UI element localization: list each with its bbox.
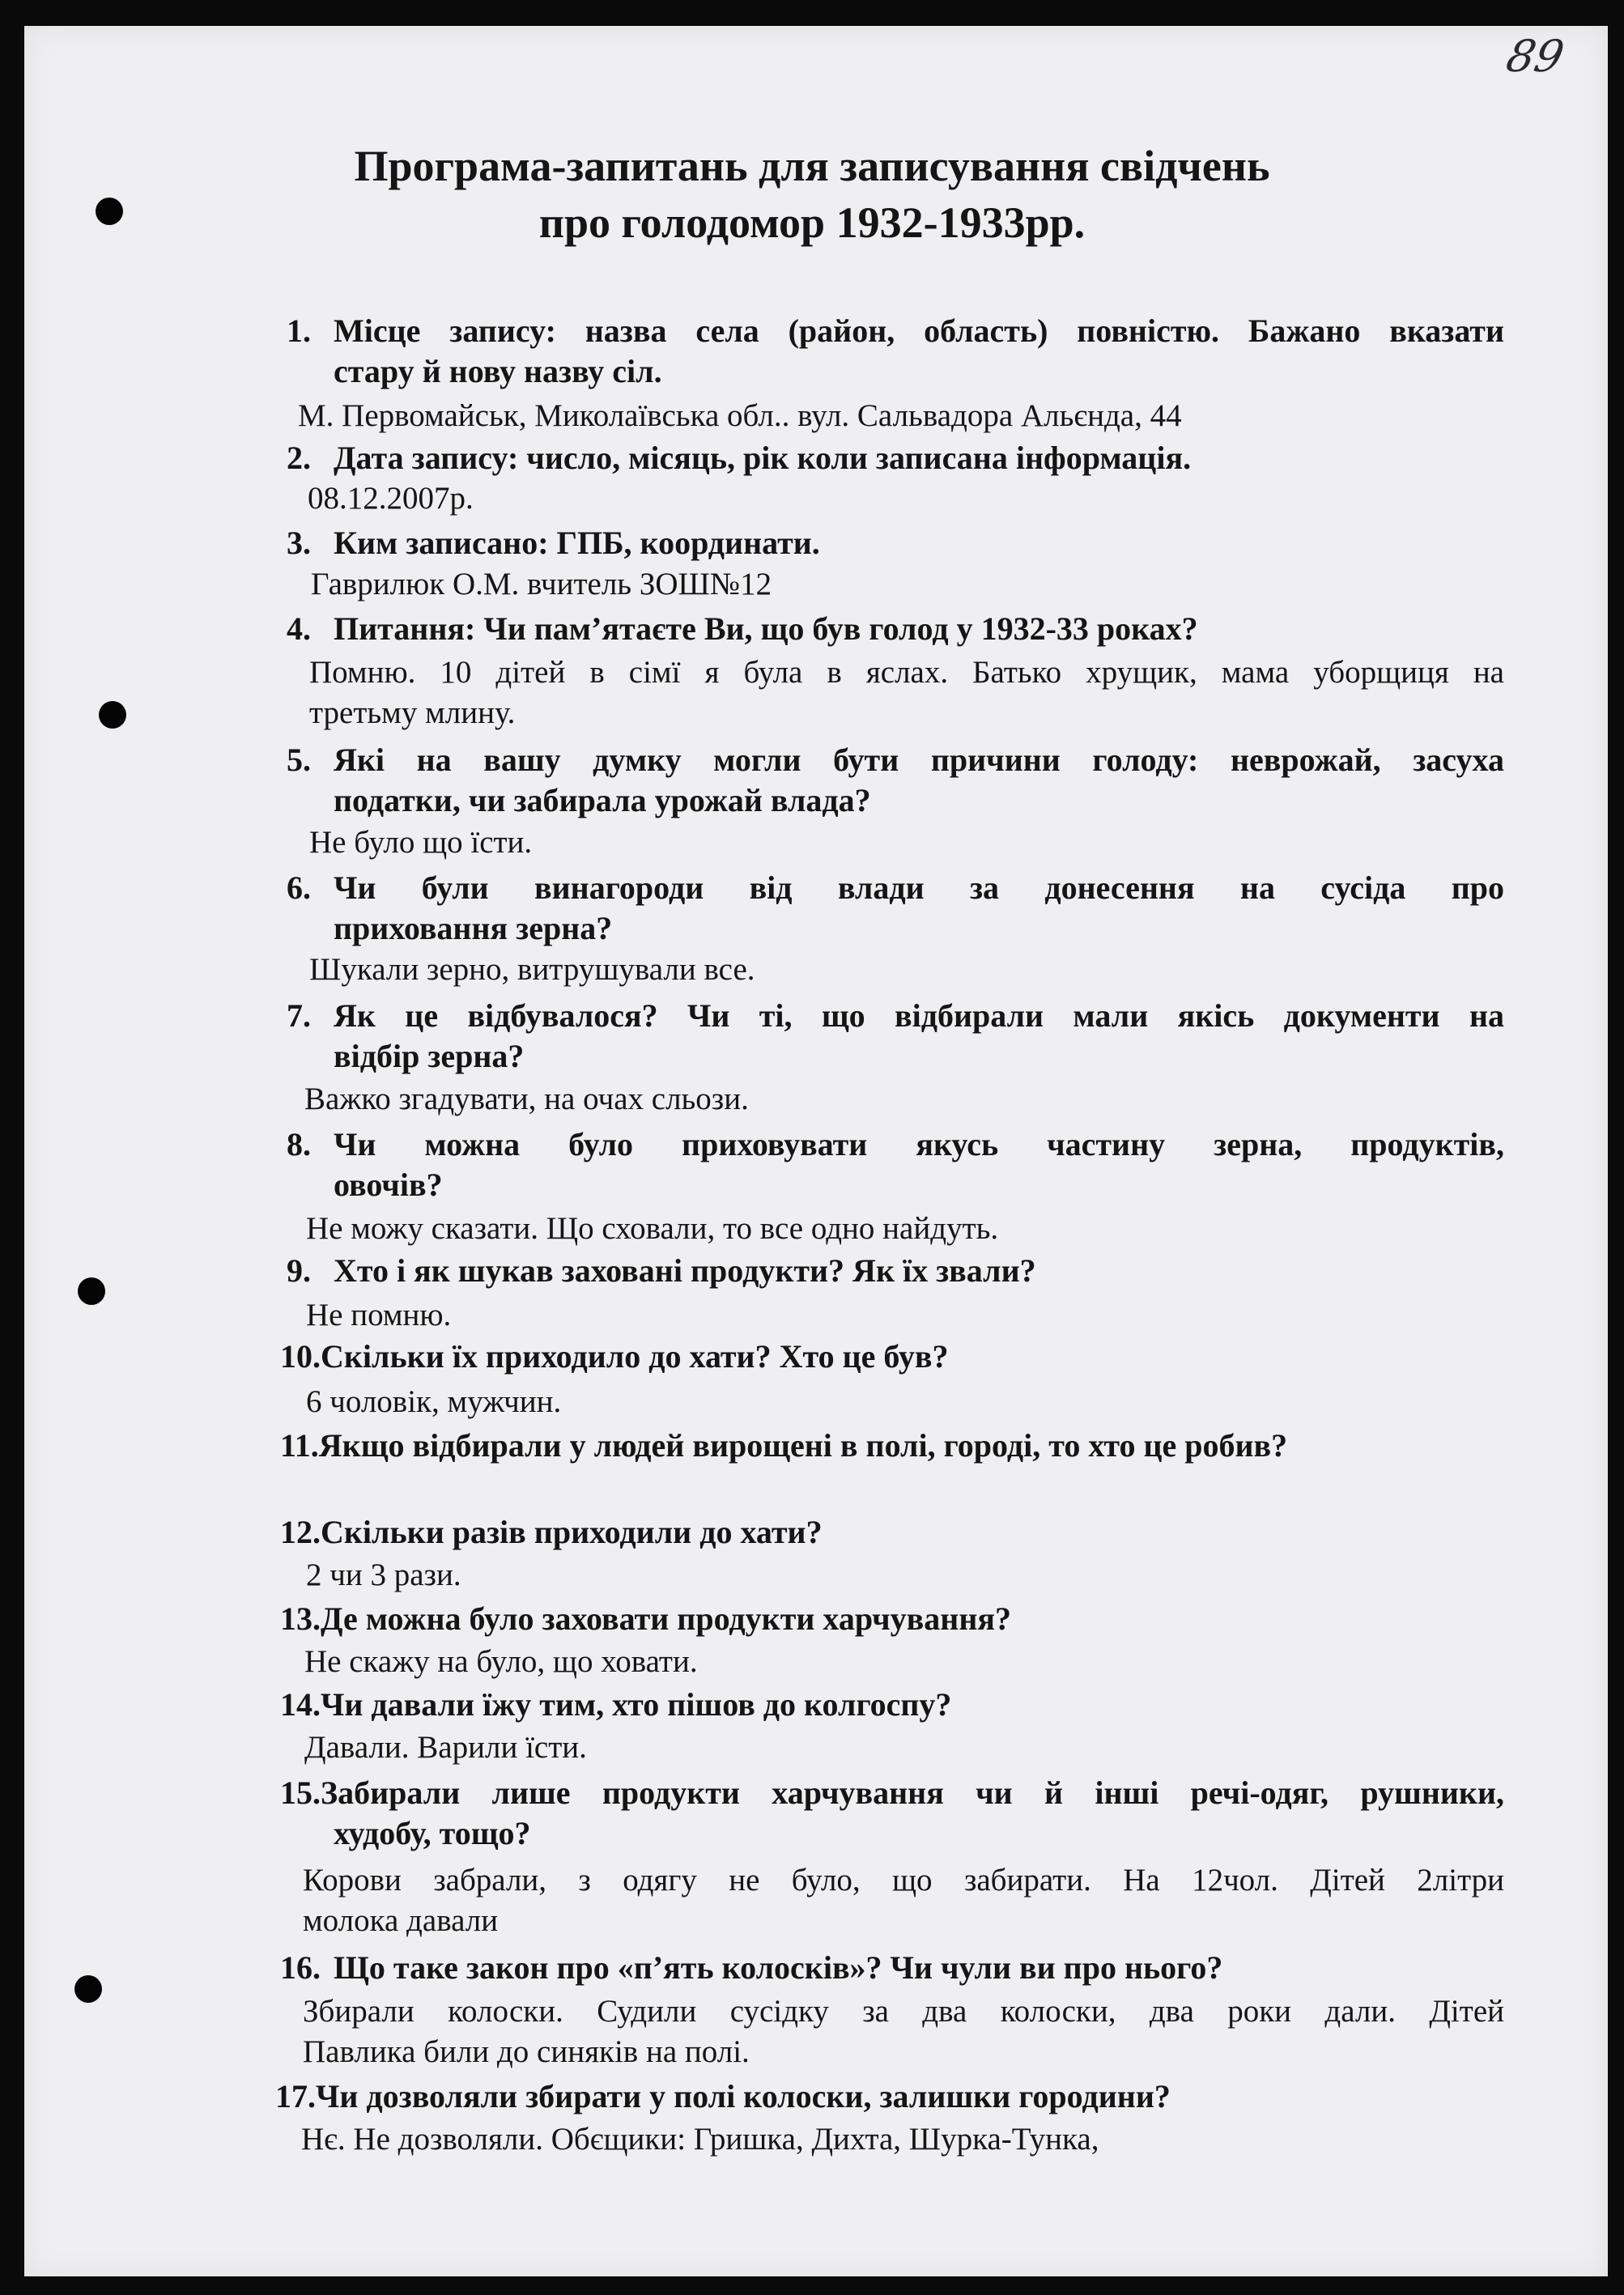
question-15	[280, 1773, 1504, 1854]
question-text: Чи давали їжу тим, хто пішов до колгоспу?	[321, 1686, 952, 1723]
question-number: 4.	[287, 610, 311, 647]
answer-8: Не можу сказати. Що сховали, то все одно найдуть.	[306, 1211, 999, 1246]
question-8	[287, 1124, 1504, 1205]
question-number: 11.	[280, 1427, 319, 1464]
question-number: 7.	[287, 997, 311, 1034]
punch-hole	[99, 701, 126, 729]
answer-14: Давали. Варили їсти.	[304, 1730, 587, 1765]
punch-hole	[74, 1975, 102, 2003]
answer-4: Помню. 10 дітей в сімї я була в яслах. Батько хрущик, мама уборщиця на третьму млину.	[309, 655, 1504, 730]
question-16	[280, 1948, 1222, 1988]
question-number: 6.	[287, 869, 311, 906]
question-17	[275, 2076, 1171, 2117]
question-number: 9.	[287, 1252, 311, 1289]
question-number: 16.	[280, 1949, 321, 1986]
answer-7: Важко згадувати, на очах сльози.	[304, 1082, 749, 1116]
answer-9: Не помню.	[306, 1298, 452, 1332]
question-number: 14.	[280, 1686, 321, 1723]
question-7	[287, 996, 1504, 1077]
question-number: 17.	[275, 2078, 316, 2114]
question-2	[287, 438, 1191, 478]
question-4	[287, 609, 1198, 649]
question-text: Скільки їх приходило до хати? Хто це був?	[321, 1338, 949, 1375]
punch-hole	[78, 1277, 105, 1305]
question-number: 12.	[280, 1514, 321, 1550]
question-text: Скільки разів приходили до хати?	[321, 1514, 823, 1550]
answer-1: М. Первомайськ, Миколаївська обл.. вул. Сальвадора Альєнда, 44	[298, 398, 1182, 433]
question-14	[280, 1685, 951, 1725]
answer-16: Збирали колоски. Судили сусідку за два колоски, два роки дали. Дітей Павлика били до синяків на полі.	[303, 1994, 1504, 2069]
answer-10: 6 чоловік, мужчин.	[306, 1384, 562, 1419]
question-text: Місце запису: назва села (район, область) повністю. Бажано вказати	[334, 312, 1504, 349]
answer-13: Не скажу на було, що ховати.	[304, 1644, 698, 1679]
question-text: відбір зерна?	[334, 1038, 525, 1074]
question-11	[280, 1426, 1287, 1466]
question-number: 3.	[287, 525, 311, 561]
question-text: стару й нову назву сіл.	[334, 353, 662, 389]
question-13	[280, 1599, 1011, 1639]
question-text: Що таке закон про «п’ять колосків»? Чи чули ви про нього?	[334, 1949, 1223, 1986]
question-number: 10.	[280, 1338, 321, 1375]
question-text: худобу, тощо?	[334, 1815, 531, 1851]
question-text: Які на вашу думку могли бути причини голоду: неврожай, засуха	[334, 742, 1504, 778]
question-text: податки, чи забирала урожай влада?	[334, 782, 871, 818]
question-text: Хто і як шукав заховані продукти? Як їх звали?	[334, 1252, 1036, 1289]
answer-5: Не було що їсти.	[309, 825, 533, 860]
question-text: овочів?	[334, 1167, 443, 1203]
question-12	[280, 1512, 823, 1553]
question-text: Ким записано: ГПБ, координати.	[334, 525, 820, 561]
page-number: 89	[1502, 31, 1569, 82]
question-number: 5.	[287, 742, 311, 778]
question-number: 13.	[280, 1600, 321, 1637]
question-10	[280, 1337, 949, 1377]
question-1	[287, 311, 1504, 392]
title-line-1: Програма-запитань для записування свідчень	[354, 142, 1270, 190]
question-3	[287, 523, 820, 563]
question-6	[287, 868, 1504, 949]
question-number: 1.	[287, 312, 311, 349]
answer-15: Корови забрали, з одягу не було, що забирати. На 12чол. Дітей 2літри молока давали	[303, 1863, 1504, 1938]
question-text: Чи дозволяли збирати у полі колоски, залишки городини?	[316, 2078, 1171, 2114]
question-text: Чи були винагороди від влади за донесення на сусіда про	[334, 869, 1504, 906]
question-text: Забирали лише продукти харчування чи й інші речі-одяг, рушники,	[321, 1774, 1504, 1811]
question-text: Питання: Чи пам’ятаєте Ви, що був голод у 1932-33 роках?	[334, 610, 1198, 647]
question-number: 15.	[280, 1774, 321, 1811]
answer-3: Гаврилюк О.М. вчитель ЗОШ№12	[311, 567, 772, 601]
question-text: Чи можна було приховувати якусь частину зерна, продуктів,	[334, 1126, 1504, 1162]
title-line-2: про голодомор 1932-1933рр.	[538, 198, 1086, 247]
question-text: Дата запису: число, місяць, рік коли записана інформація.	[334, 440, 1192, 476]
answer-17: Нє. Не дозволяли. Обєщики: Гришка, Дихта, Шурка-Тунка,	[301, 2122, 1099, 2157]
question-number: 2.	[287, 440, 311, 476]
question-text: Як це відбувалося? Чи ті, що відбирали мали якісь документи на	[334, 997, 1504, 1034]
question-text: Де можна було заховати продукти харчування?	[321, 1600, 1012, 1637]
document-title	[0, 138, 1624, 251]
answer-2: 08.12.2007р.	[308, 481, 474, 516]
question-5	[287, 740, 1504, 821]
answer-6: Шукали зерно, витрушували все.	[309, 952, 755, 987]
question-number: 8.	[287, 1126, 311, 1162]
answer-12: 2 чи 3 рази.	[306, 1558, 461, 1592]
question-text: приховання зерна?	[334, 910, 613, 946]
question-text: Якщо відбирали у людей вирощені в полі, городі, то хто це робив?	[318, 1427, 1288, 1464]
question-9	[287, 1251, 1036, 1291]
